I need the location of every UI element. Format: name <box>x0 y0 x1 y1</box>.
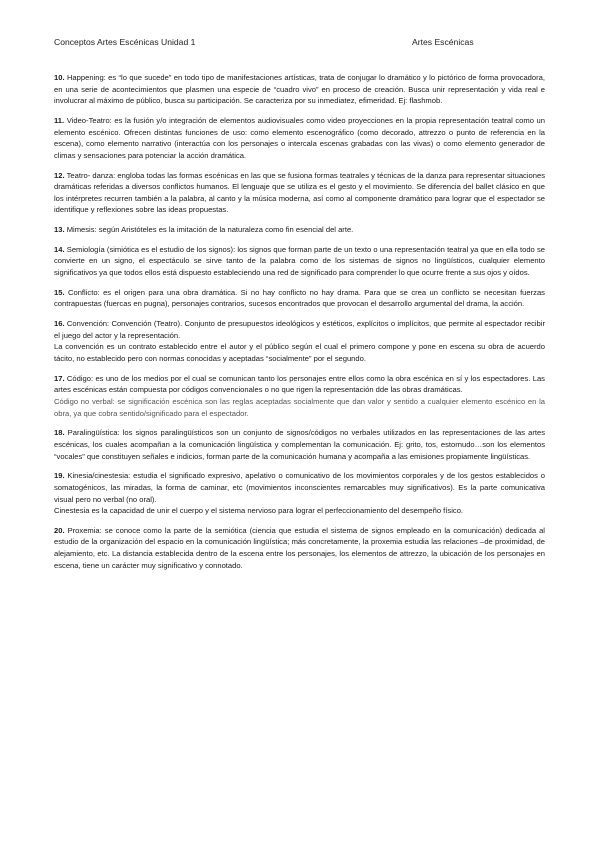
item-number: 18. <box>54 428 65 438</box>
item-number: 15. <box>54 287 65 297</box>
item-number: 11. <box>54 115 65 125</box>
item-text: Código: es uno de los medios por el cual se comunican tanto los personajes entre ellos como la obra escénica en sí y los espectadores. Las artes escénicas están compuesta por códigos convencionales o no que rigen la representación dde las obras dramáticas. <box>54 373 545 395</box>
concept-item-20 <box>54 525 545 571</box>
document-body <box>54 72 545 579</box>
item-text: Conflicto: es el origen para una obra dramática. Si no hay conflicto no hay drama. Para que se crea un conflicto se necesitan fuerzas contrapuestas (fuercas en pugna), personajes contrarios, sucesos encontrados que provocan el desarrollo argumental del drama, la acción. <box>54 287 545 309</box>
item-number: 17. <box>54 373 65 383</box>
concept-item-12 <box>54 170 545 216</box>
concept-item-11 <box>54 115 545 161</box>
header-left-title: Conceptos Artes Escénicas Unidad 1 <box>54 37 196 47</box>
item-number: 14. <box>54 244 65 254</box>
concept-item-10 <box>54 72 545 107</box>
item-text: Paralingüística: los signos paralingüísticos son un conjunto de signos/códigos no verbales utilizados en las representaciones de las artes escénicas, los cuales acompañan a la comunicación lingüística y complementan la comunicación. Ej: grito, tos, estornudo…son los elementos “vocales” que constituyen señales e indicios, forman parte de la comunicación humana y acompaña a las emisiones propiamente lingüísticas. <box>54 428 545 461</box>
item-number: 16. <box>54 319 65 329</box>
item-text-continued: Cinestesia es la capacidad de unir el cuerpo y el sistema nervioso para lograr el perfeccionamiento del desempeño físico. <box>54 506 464 516</box>
concept-item-14 <box>54 244 545 279</box>
item-text-continued: Código no verbal: se significación escénica son las reglas aceptadas socialmente que dan valor y sentido a cualquier elemento escénico en la obra, ya que cobra sentido/significado para el espectador. <box>54 396 545 418</box>
item-text: Kinesia/cinestesia: estudia el significado expresivo, apelativo o comunicativo de los movimientos corporales y de los gestos establecidos o somatogénicos, las miradas, la forma de caminar, etc (movimientos inconscientes remarcables muy significativos). Es la parte comunicativa visual pero no verbal (no oral). <box>54 471 545 504</box>
concept-item-13 <box>54 224 545 236</box>
item-text: Video-Teatro: es la fusión y/o integración de elementos audiovisuales como video proyecciones en la propia representación teatral como un elemento escénico. Ofrecen distintas funciones de uso: como elemento escenográfico (como decorado, attrezzo o punto de referencia en la escena), como elemento narrativo (interactúa con los personajes o intercala escenas grabadas con las vivas) o como elemento generador de climas y sensaciones para potenciar la acción dramática. <box>54 115 545 160</box>
item-number: 12. <box>54 170 65 180</box>
item-text: Happening: es “lo que sucede” en todo tipo de manifestaciones artísticas, trata de conjugar lo dramático y lo pictórico de forma provocadora, en una serie de acontecimientos que plasmen una especie de “cuadro vivo” en proceso de creación. Busca unir representación y vida real e involucrar al máximo de público, busca su participación. Se caracteriza por su inmediatez, efimeridad. Ej: flashmob. <box>54 73 545 106</box>
item-text: Mimesis: según Aristóteles es la imitación de la naturaleza como fin esencial del arte. <box>66 225 354 235</box>
item-text: Convención: Convención (Teatro). Conjunto de presupuestos ideológicos y estéticos, explícitos o implícitos, que permite al espectador recibir el juego del actor y la representación. <box>54 319 545 340</box>
item-number: 10. <box>54 73 65 82</box>
concept-item-15 <box>54 287 545 310</box>
item-text: Teatro- danza: engloba todas las formas escénicas en las que se fusiona formas teatrales y técnicas de la danza para representar situaciones dramáticas referidas a diversos conflictos humanos. El lenguaje que se utiliza es el gesto y el movimiento. Se diferencia del ballet clásico en que los intérpretes recurren también a la palabra, al canto y la música moderna, así como al componente dramático para lograr que el espectador se identifique y reflexiones sobre las ideas propuestas. <box>54 170 545 215</box>
header-right-title: Artes Escénicas <box>412 37 474 47</box>
item-text: Semiología (simiótica es el estudio de los signos): los signos que forman parte de un texto o una representación teatral ya que en ella todo se convierte en un signo, el espectáculo se sirve tanto de la palabra como de los sistemas de signos no lingüísticos, cualquier elemento significativos ya que todos ellos está dispuesto estableciendo una red de significado para comprender lo que ocurre frente a sus ojos y oídos. <box>54 244 545 278</box>
concept-item-17 <box>54 373 545 419</box>
item-number: 19. <box>54 471 65 481</box>
concept-item-16 <box>54 318 545 364</box>
page-header <box>54 37 545 51</box>
item-text-continued: La convención es un contrato establecido entre el autor y el público según el cual el primero compone y pone en escena su obra de acuerdo tácito, no establecido pero con normas conocidas y aceptadas “socialmente” por el segundo. <box>54 342 545 363</box>
concept-item-18 <box>54 427 545 462</box>
concept-item-19 <box>54 470 545 516</box>
item-number: 20. <box>54 525 65 535</box>
item-text: Proxemia: se conoce como la parte de la semiótica (ciencia que estudia el sistema de signos empleado en la comunicación) dedicada al estudio de la organización del espacio en la comunicación lingüística; más concretamente, la proxemia estudia las relaciones –de proximidad, de alejamiento, etc. La distancia establecida dentro de la escena entre los personajes, los elementos de attrezzo, la ubicación de los personajes en escena, tiene un carácter muy significativo y connotado. <box>54 525 545 570</box>
item-number: 13. <box>54 225 65 235</box>
